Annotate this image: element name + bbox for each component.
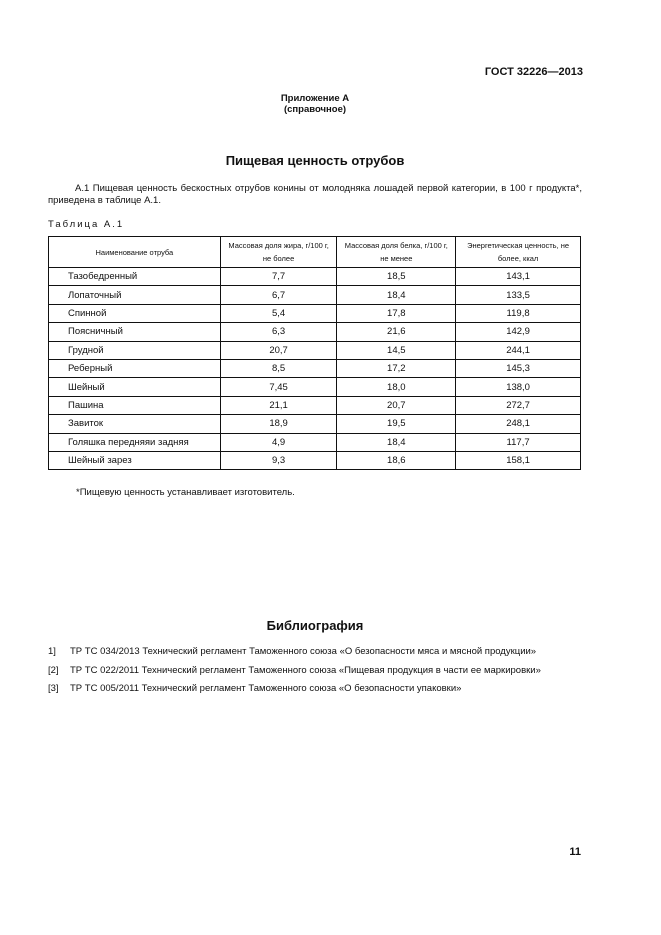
cell-cut-name: Голяшка передняяи задняя bbox=[49, 433, 221, 451]
cell-protein: 14,5 bbox=[337, 341, 456, 359]
standard-number: ГОСТ 32226—2013 bbox=[484, 66, 583, 78]
cell-protein: 18,4 bbox=[337, 286, 456, 304]
cell-fat: 20,7 bbox=[220, 341, 337, 359]
cell-energy: 272,7 bbox=[456, 396, 581, 414]
appendix-title: Приложение А bbox=[280, 93, 350, 104]
cell-protein: 18,5 bbox=[337, 268, 456, 286]
table-row bbox=[49, 415, 581, 433]
table-row bbox=[49, 341, 581, 359]
cell-cut-name: Шейный зарез bbox=[49, 451, 221, 469]
cell-cut-name: Лопаточный bbox=[49, 286, 221, 304]
cell-fat: 7,45 bbox=[220, 378, 337, 396]
bibliography-item-text: ТР ТС 034/2013 Технический регламент Таможенного союза «О безопасности мяса и мясной продукции» bbox=[70, 646, 537, 657]
bibliography-item bbox=[48, 683, 461, 694]
table-row bbox=[49, 286, 581, 304]
cell-cut-name: Грудной bbox=[49, 341, 221, 359]
cell-fat: 21,1 bbox=[220, 396, 337, 414]
cell-cut-name: Шейный bbox=[49, 378, 221, 396]
cell-fat: 9,3 bbox=[220, 451, 337, 469]
table-header-row bbox=[49, 237, 581, 268]
cell-cut-name: Тазобедренный bbox=[49, 268, 221, 286]
page-number: 11 bbox=[569, 846, 581, 858]
cell-fat: 7,7 bbox=[220, 268, 337, 286]
bibliography-item bbox=[48, 646, 536, 657]
intro-paragraph: А.1 Пищевая ценность бескостных отрубов конины от молодняка лошадей первой категории, в 100 г продукта*, приведена в таблице А.1. bbox=[48, 183, 582, 206]
header-energy: Энергетическая ценность, не более, ккал bbox=[456, 237, 581, 268]
cell-fat: 6,3 bbox=[220, 323, 337, 341]
bibliography-item-text: ТР ТС 005/2011 Технический регламент Таможенного союза «О безопасности упаковки» bbox=[70, 683, 462, 694]
bibliography-title: Библиография bbox=[266, 618, 364, 633]
cell-fat: 18,9 bbox=[220, 415, 337, 433]
table-row bbox=[49, 268, 581, 286]
cell-cut-name: Спинной bbox=[49, 304, 221, 322]
cell-cut-name: Завиток bbox=[49, 415, 221, 433]
bibliography-item-number: 1] bbox=[48, 646, 56, 657]
cell-protein: 20,7 bbox=[337, 396, 456, 414]
table-row bbox=[49, 396, 581, 414]
cell-energy: 138,0 bbox=[456, 378, 581, 396]
cell-protein: 17,2 bbox=[337, 359, 456, 377]
cell-protein: 18,0 bbox=[337, 378, 456, 396]
header-protein: Массовая доля белка, г/100 г, не менее bbox=[337, 237, 456, 268]
cell-cut-name: Поясничный bbox=[49, 323, 221, 341]
cell-energy: 142,9 bbox=[456, 323, 581, 341]
cell-energy: 158,1 bbox=[456, 451, 581, 469]
cell-protein: 18,4 bbox=[337, 433, 456, 451]
cell-fat: 6,7 bbox=[220, 286, 337, 304]
cell-protein: 19,5 bbox=[337, 415, 456, 433]
cell-fat: 4,9 bbox=[220, 433, 337, 451]
cell-energy: 119,8 bbox=[456, 304, 581, 322]
bibliography-item-number: [2] bbox=[48, 665, 59, 676]
footnote: *Пищевую ценность устанавливает изготовитель. bbox=[76, 487, 295, 498]
table-row bbox=[49, 304, 581, 322]
cell-energy: 117,7 bbox=[456, 433, 581, 451]
appendix-subtitle: (справочное) bbox=[283, 104, 347, 115]
table-caption: Таблица А.1 bbox=[48, 219, 125, 230]
table-row bbox=[49, 433, 581, 451]
table-row bbox=[49, 359, 581, 377]
section-title: Пищевая ценность отрубов bbox=[225, 153, 405, 168]
cell-protein: 21,6 bbox=[337, 323, 456, 341]
table-row bbox=[49, 451, 581, 469]
cell-fat: 5,4 bbox=[220, 304, 337, 322]
cell-cut-name: Пашина bbox=[49, 396, 221, 414]
cell-cut-name: Реберный bbox=[49, 359, 221, 377]
cell-energy: 248,1 bbox=[456, 415, 581, 433]
table-row bbox=[49, 378, 581, 396]
header-cut-name: Наименование отруба bbox=[49, 237, 221, 268]
cell-energy: 244,1 bbox=[456, 341, 581, 359]
cell-energy: 133,5 bbox=[456, 286, 581, 304]
cell-energy: 143,1 bbox=[456, 268, 581, 286]
bibliography-item bbox=[48, 665, 541, 676]
cell-protein: 18,6 bbox=[337, 451, 456, 469]
cell-fat: 8,5 bbox=[220, 359, 337, 377]
table-row bbox=[49, 323, 581, 341]
cell-protein: 17,8 bbox=[337, 304, 456, 322]
header-fat: Массовая доля жира, г/100 г, не более bbox=[220, 237, 337, 268]
bibliography-item-text: ТР ТС 022/2011 Технический регламент Таможенного союза «Пищевая продукция в части ее маркировки» bbox=[70, 665, 541, 676]
cell-energy: 145,3 bbox=[456, 359, 581, 377]
bibliography-item-number: [3] bbox=[48, 683, 59, 694]
nutrition-table bbox=[48, 236, 581, 470]
table-body bbox=[49, 268, 581, 470]
appendix-heading bbox=[0, 93, 630, 115]
